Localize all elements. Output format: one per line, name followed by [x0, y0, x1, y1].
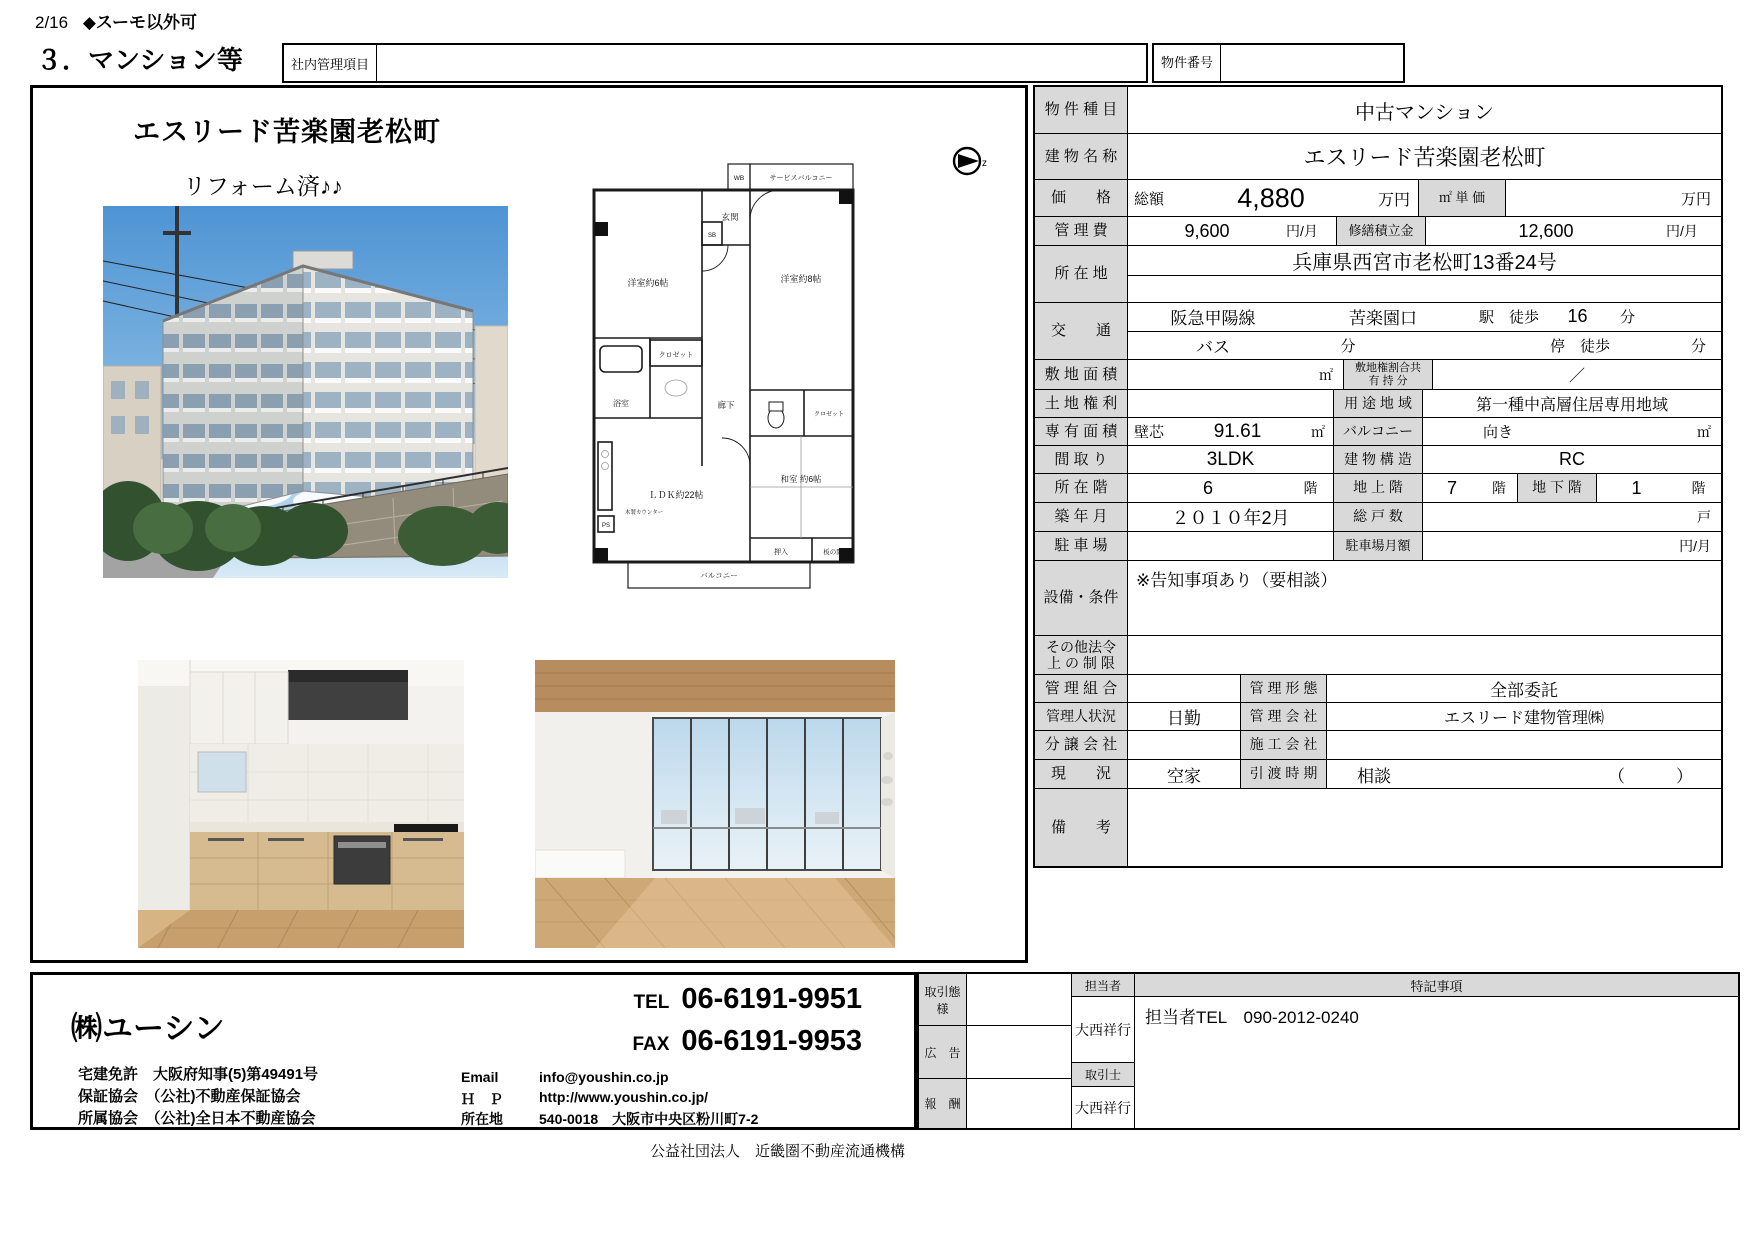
row-built [1035, 502, 1721, 531]
footer-text: 公益社団法人 近畿圏不動産流通機構 [650, 1143, 906, 1160]
notes-col [1135, 974, 1738, 1128]
other-laws-label-2: 上 の 制 限 [1047, 655, 1115, 671]
layout-value: 3LDK [1206, 448, 1255, 470]
room-label: 板の間 [823, 549, 843, 556]
reward-value [967, 1079, 1071, 1128]
parking-value [1128, 532, 1333, 560]
room-label: クロゼット [814, 412, 844, 418]
land-share-label [1343, 360, 1433, 389]
tel-label: TEL [633, 992, 670, 1013]
room-label: WB [733, 175, 745, 182]
row-manager [1035, 702, 1721, 730]
transit-station: 苦楽園口 [1349, 309, 1417, 329]
structure-value: RC [1559, 449, 1585, 469]
agency-fax-line [632, 1025, 862, 1058]
repair-fund-unit: 円/月 [1666, 223, 1698, 239]
deal-label-col [919, 974, 967, 1128]
reward-label: 報 酬 [919, 1079, 966, 1128]
mgmt-form-value: 全部委託 [1490, 681, 1558, 700]
agency-association: 所属協会 （公社)全日本不動産協会 [78, 1110, 316, 1127]
total-units-unit: 戸 [1697, 509, 1711, 525]
floors-above-value: 7 [1446, 477, 1457, 498]
deal-type-label: 取引態様 [919, 974, 966, 1026]
property-number-label: 物件番号 [1154, 45, 1221, 81]
floors-below-value: 1 [1631, 477, 1642, 498]
page-indicator: 2/16 [35, 13, 69, 32]
land-share-label-1: 敷地権割合共 [1355, 362, 1421, 375]
deal-type-value [967, 974, 1071, 1026]
email-value: info@youshin.co.jp [539, 1069, 669, 1085]
floors-above-unit: 階 [1492, 480, 1506, 496]
mgmt-company-label: 管 理 会 社 [1240, 703, 1327, 730]
status-label: 現 況 [1035, 760, 1128, 788]
row-parking [1035, 531, 1721, 560]
total-units-label: 総 戸 数 [1333, 503, 1423, 531]
building-name-value: エスリード苦楽園老松町 [1303, 145, 1546, 170]
status-value: 空家 [1167, 766, 1201, 786]
row-price [1035, 179, 1721, 216]
row-land-rights [1035, 389, 1721, 417]
transit-line: 阪急甲陽線 [1170, 309, 1256, 329]
internal-mgmt-value [377, 45, 1146, 81]
room-label: バルコニー [700, 571, 738, 580]
fax-number: 06-6191-9953 [681, 1025, 862, 1057]
land-rights-value [1128, 390, 1333, 417]
equipment-value: ※告知事項あり（要相談） [1136, 571, 1338, 590]
floor-plan [588, 160, 860, 592]
room-label: サービスバルコニー [769, 175, 833, 182]
mgmt-form-label: 管 理 形 態 [1240, 675, 1327, 702]
equipment-label: 設備・条件 [1035, 561, 1128, 635]
handover-label: 引 渡 時 期 [1240, 760, 1327, 788]
compass-label: z [982, 158, 987, 169]
row-equipment [1035, 560, 1721, 635]
handover-paren: （ ） [1608, 766, 1693, 786]
exterior-photo [103, 206, 508, 578]
row-other-laws [1035, 635, 1721, 674]
property-number-value [1221, 45, 1403, 81]
room-label: PS [601, 523, 611, 529]
land-rights-label: 土 地 権 利 [1035, 390, 1128, 417]
room-label: 洋室約6帖 [627, 278, 669, 288]
row-mgmt-union [1035, 674, 1721, 702]
property-number-box [1152, 43, 1405, 83]
room-label: クロゼット [658, 352, 694, 359]
room-label: 和室 約6帖 [780, 474, 822, 484]
agency-hp-line [461, 1089, 708, 1109]
price-total-label: 総額 [1134, 190, 1165, 208]
transit-label: 交 通 [1035, 303, 1128, 359]
zoning-value: 第一種中高層住居専用地域 [1475, 397, 1668, 414]
mgmt-union-value [1128, 675, 1240, 702]
address-value: 兵庫県西宮市老松町13番24号 [1128, 246, 1721, 276]
hp-label: Ｈ Ｐ [461, 1091, 503, 1107]
section-title: ３．マンション等 [36, 45, 243, 75]
listing-title: エスリード苦楽園老松町 [133, 117, 441, 147]
balcony-direction-label: 向き [1482, 424, 1513, 441]
built-label: 築 年 月 [1035, 503, 1128, 531]
seller-value [1128, 731, 1240, 759]
agent-header: 取引士 [1072, 1063, 1134, 1087]
price-amount: 4,880 [1237, 182, 1305, 213]
repair-fund-label: 修繕積立金 [1336, 217, 1426, 245]
transit-stop-label: 停 徒歩 [1549, 337, 1610, 355]
agency-email-line [461, 1069, 669, 1085]
other-laws-label-1: その他法令 [1046, 638, 1116, 655]
floors-below-unit: 階 [1691, 480, 1706, 496]
agency-address-line [461, 1109, 758, 1129]
internal-mgmt-label: 社内管理項目 [284, 45, 377, 81]
internal-mgmt-box [282, 43, 1148, 83]
builder-value [1327, 731, 1721, 759]
property-table [1033, 85, 1723, 868]
tel-number: 06-6191-9951 [681, 983, 862, 1015]
row-mgmt-fee [1035, 216, 1721, 245]
staff-name: 大西祥行 [1072, 997, 1134, 1063]
manager-value: 日勤 [1167, 709, 1201, 728]
agent-name: 大西祥行 [1075, 1099, 1131, 1116]
exclusive-area-label: 専 有 面 積 [1035, 418, 1128, 445]
parking-label: 駐 車 場 [1035, 532, 1128, 560]
floor-unit: 階 [1303, 480, 1318, 496]
transit-stop-min-unit: 分 [1690, 337, 1706, 355]
mgmt-fee-unit: 円/月 [1286, 223, 1318, 239]
parking-monthly-label: 駐車場月額 [1333, 532, 1423, 560]
floors-above-label: 地 上 階 [1333, 474, 1423, 502]
builder-label: 施 工 会 社 [1240, 731, 1327, 759]
floor-value: 6 [1202, 477, 1213, 498]
agency-panel [30, 972, 917, 1130]
land-area-label: 敷 地 面 積 [1035, 360, 1128, 389]
room-label: 浴室 [613, 399, 629, 408]
room-label: ＬＤＫ約22帖 [648, 490, 704, 500]
mgmt-fee-value: 9,600 [1184, 220, 1230, 241]
row-status [1035, 759, 1721, 788]
staff-header: 担当者 [1072, 974, 1134, 997]
page-note: ◆スーモ以外可 [82, 13, 198, 32]
agency-guarantee: 保証協会 （公社)不動産保証協会 [78, 1088, 301, 1105]
deal-table [917, 972, 1740, 1130]
staff-col [1072, 974, 1135, 1128]
row-floor [1035, 473, 1721, 502]
row-exclusive-area [1035, 417, 1721, 445]
price-label: 価 格 [1035, 180, 1128, 216]
price-unit: 万円 [1377, 191, 1410, 209]
parking-monthly-unit: 円/月 [1679, 538, 1711, 554]
listing-subtitle: リフォーム済♪♪ [183, 173, 343, 199]
building-name-label: 建 物 名 称 [1035, 134, 1128, 179]
structure-label: 建 物 構 造 [1333, 446, 1423, 473]
transit-walk-min: 16 [1567, 306, 1588, 327]
room-label: 洋室約8帖 [780, 274, 822, 284]
sqm-price-label: ㎡ 単 価 [1418, 180, 1506, 216]
agency-tel-line [634, 983, 863, 1016]
floors-below-label: 地 下 階 [1517, 474, 1597, 502]
address-line2 [1128, 276, 1721, 302]
seller-label: 分 譲 会 社 [1035, 731, 1128, 759]
row-land-area [1035, 359, 1721, 389]
transit-walk-label: 駅 徒歩 [1478, 309, 1539, 327]
room-label: 玄関 [721, 212, 739, 222]
repair-fund-value: 12,600 [1518, 220, 1574, 241]
land-area-unit: ㎡ [1319, 366, 1333, 383]
living-room-photo [535, 660, 895, 948]
deal-value-col [967, 974, 1072, 1128]
hp-value: http://www.youshin.co.jp/ [539, 1089, 709, 1105]
media-panel [30, 85, 1028, 963]
transit-bus-label: バス [1196, 337, 1230, 357]
address-label: 所 在 地 [1035, 246, 1128, 302]
property-type-value: 中古マンション [1354, 101, 1495, 124]
remarks-label: 備 考 [1035, 789, 1128, 866]
other-laws-value [1128, 636, 1721, 674]
notes-header: 特記事項 [1135, 974, 1738, 997]
handover-value: 相談 [1357, 766, 1391, 786]
notes-value: 担当者TEL 090-2012-0240 [1145, 1008, 1359, 1027]
fax-label: FAX [632, 1034, 670, 1055]
layout-label: 間 取 り [1035, 446, 1128, 473]
area-unit: ㎡ [1311, 423, 1325, 440]
room-label: 廊下 [717, 400, 735, 410]
row-seller [1035, 730, 1721, 759]
room-label: 木製カウンター [624, 510, 664, 516]
sqm-price-unit: 万円 [1680, 190, 1711, 208]
email-label: Email [461, 1069, 499, 1085]
row-transit [1035, 302, 1721, 359]
land-share-value: ／ [1568, 368, 1585, 385]
mgmt-fee-label: 管 理 費 [1035, 217, 1128, 245]
property-type-label: 物 件 種 目 [1035, 87, 1128, 133]
area-value: 91.61 [1213, 420, 1262, 442]
built-value: ２０１０年2月 [1171, 508, 1290, 528]
row-address [1035, 245, 1721, 302]
manager-label: 管理人状況 [1035, 703, 1128, 730]
land-share-label-2: 有 持 分 [1368, 374, 1408, 387]
row-building-name [1035, 133, 1721, 179]
zoning-label: 用 途 地 域 [1333, 390, 1423, 417]
agency-name: ㈱ユーシン [71, 1011, 225, 1046]
ad-value [967, 1026, 1071, 1079]
remarks-value [1128, 789, 1721, 866]
balcony-unit: ㎡ [1697, 423, 1711, 440]
transit-min-unit: 分 [1619, 309, 1635, 327]
floor-label: 所 在 階 [1035, 474, 1128, 502]
mgmt-company-value: エスリード建物管理㈱ [1443, 710, 1604, 727]
compass-icon [951, 144, 991, 184]
row-remarks [1035, 788, 1721, 866]
other-laws-label [1035, 636, 1128, 674]
area-method: 壁芯 [1134, 424, 1165, 441]
room-label: 押入 [774, 549, 788, 556]
row-layout [1035, 445, 1721, 473]
mgmt-union-label: 管 理 組 合 [1035, 675, 1128, 702]
kitchen-photo [138, 660, 464, 948]
page-header [35, 8, 197, 33]
agency-license: 宅建免許 大阪府知事(5)第49491号 [78, 1066, 319, 1083]
row-property-type [1035, 87, 1721, 133]
room-label: SB [707, 233, 717, 239]
agency-address-value: 540-0018 大阪市中央区粉川町7-2 [539, 1111, 759, 1127]
agency-address-label: 所在地 [461, 1111, 503, 1127]
transit-bus-min-unit: 分 [1340, 337, 1356, 355]
ad-label: 広 告 [919, 1026, 966, 1079]
balcony-label: バルコニー [1333, 418, 1423, 445]
